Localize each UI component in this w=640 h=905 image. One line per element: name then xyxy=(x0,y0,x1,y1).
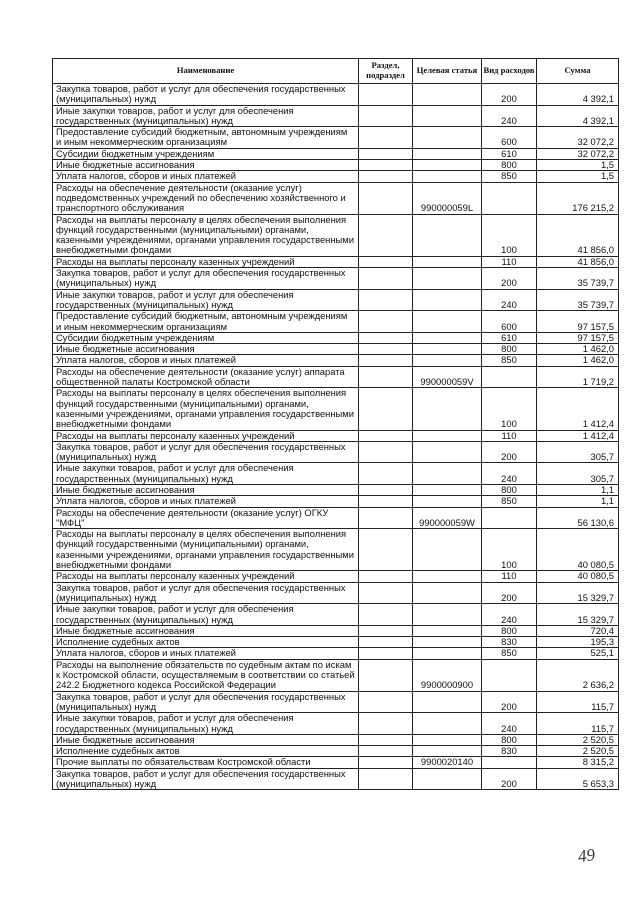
table-row xyxy=(53,746,619,757)
row-vid-cell: 850 xyxy=(482,171,537,182)
row-razdel-cell xyxy=(359,214,413,256)
row-razdel-cell xyxy=(359,344,413,355)
row-name-cell: Исполнение судебных актов xyxy=(53,746,359,757)
row-summa-cell: 2 520,5 xyxy=(537,734,619,745)
row-name-cell: Иные бюджетные ассигнования xyxy=(53,484,359,495)
row-vid-cell: 600 xyxy=(482,127,537,149)
row-name-cell: Иные закупки товаров, работ и услуг для обеспечения государственных (муниципальных) нужд xyxy=(53,713,359,735)
row-summa-cell: 56 130,6 xyxy=(537,507,619,529)
row-summa-cell: 40 080,5 xyxy=(537,529,619,571)
row-razdel-cell xyxy=(359,746,413,757)
row-name-cell: Расходы на обеспечение деятельности (оказание услуг) ОГКУ "МФЦ" xyxy=(53,507,359,529)
row-razdel-cell xyxy=(359,148,413,159)
table-row xyxy=(53,441,619,463)
row-celevaya-cell xyxy=(413,768,482,790)
table-row xyxy=(53,332,619,343)
row-name-cell: Иные бюджетные ассигнования xyxy=(53,160,359,171)
row-summa-cell: 35 739,7 xyxy=(537,289,619,311)
table-row xyxy=(53,637,619,648)
row-celevaya-cell xyxy=(413,746,482,757)
row-summa-cell: 195,3 xyxy=(537,637,619,648)
row-razdel-cell xyxy=(359,268,413,290)
row-summa-cell: 1 462,0 xyxy=(537,344,619,355)
row-summa-cell: 1,5 xyxy=(537,171,619,182)
table-row xyxy=(53,366,619,388)
row-vid-cell: 800 xyxy=(482,344,537,355)
row-razdel-cell xyxy=(359,757,413,768)
row-razdel-cell xyxy=(359,127,413,149)
table-row xyxy=(53,268,619,290)
row-summa-cell: 305,7 xyxy=(537,463,619,485)
row-summa-cell: 4 392,1 xyxy=(537,105,619,127)
row-razdel-cell xyxy=(359,484,413,495)
row-vid-cell: 240 xyxy=(482,713,537,735)
table-row xyxy=(53,355,619,366)
row-summa-cell: 4 392,1 xyxy=(537,84,619,106)
row-name-cell: Иные бюджетные ассигнования xyxy=(53,734,359,745)
table-row xyxy=(53,160,619,171)
row-razdel-cell xyxy=(359,355,413,366)
row-razdel-cell xyxy=(359,171,413,182)
row-razdel-cell xyxy=(359,332,413,343)
table-row xyxy=(53,659,619,691)
row-razdel-cell xyxy=(359,529,413,571)
row-celevaya-cell xyxy=(413,388,482,430)
table-row xyxy=(53,214,619,256)
page-number: 49 xyxy=(576,844,597,867)
row-vid-cell: 850 xyxy=(482,355,537,366)
row-name-cell: Иные закупки товаров, работ и услуг для обеспечения государственных (муниципальных) нужд xyxy=(53,604,359,626)
row-summa-cell: 35 739,7 xyxy=(537,268,619,290)
row-vid-cell xyxy=(482,659,537,691)
row-celevaya-cell: 9900000900 xyxy=(413,659,482,691)
row-name-cell: Расходы на выплаты персоналу казенных учреждений xyxy=(53,571,359,582)
row-celevaya-cell xyxy=(413,214,482,256)
row-summa-cell: 15 329,7 xyxy=(537,604,619,626)
row-razdel-cell xyxy=(359,713,413,735)
row-vid-cell: 610 xyxy=(482,332,537,343)
row-celevaya-cell xyxy=(413,332,482,343)
row-summa-cell: 97 157,5 xyxy=(537,311,619,333)
row-celevaya-cell xyxy=(413,344,482,355)
row-celevaya-cell xyxy=(413,289,482,311)
row-summa-cell: 32 072,2 xyxy=(537,148,619,159)
table-row xyxy=(53,388,619,430)
row-name-cell: Предоставление субсидий бюджетным, автономным учреждениям и иным некоммерческим организациям xyxy=(53,127,359,149)
row-summa-cell: 41 856,0 xyxy=(537,214,619,256)
row-celevaya-cell xyxy=(413,713,482,735)
row-razdel-cell xyxy=(359,289,413,311)
row-celevaya-cell xyxy=(413,463,482,485)
row-summa-cell: 305,7 xyxy=(537,441,619,463)
table-row xyxy=(53,311,619,333)
row-summa-cell: 176 215,2 xyxy=(537,182,619,214)
row-name-cell: Закупка товаров, работ и услуг для обеспечения государственных (муниципальных) нужд xyxy=(53,441,359,463)
table-row xyxy=(53,571,619,582)
row-name-cell: Исполнение судебных актов xyxy=(53,637,359,648)
row-celevaya-cell xyxy=(413,529,482,571)
row-razdel-cell xyxy=(359,768,413,790)
row-summa-cell: 1,5 xyxy=(537,160,619,171)
row-vid-cell: 110 xyxy=(482,571,537,582)
row-razdel-cell xyxy=(359,496,413,507)
row-razdel-cell xyxy=(359,84,413,106)
table-row xyxy=(53,757,619,768)
row-vid-cell: 110 xyxy=(482,430,537,441)
row-vid-cell: 100 xyxy=(482,529,537,571)
table-row xyxy=(53,691,619,713)
row-summa-cell: 40 080,5 xyxy=(537,571,619,582)
row-razdel-cell xyxy=(359,441,413,463)
table-row xyxy=(53,648,619,659)
row-summa-cell: 1 412,4 xyxy=(537,430,619,441)
row-name-cell: Расходы на выплаты персоналу в целях обеспечения выполнения функций государственными (муниципальными) органами, казенными учреждениями, органами управления государственными внебюджетными фондами xyxy=(53,529,359,571)
row-vid-cell xyxy=(482,757,537,768)
row-celevaya-cell xyxy=(413,648,482,659)
budget-document xyxy=(52,58,618,790)
table-row xyxy=(53,256,619,267)
row-razdel-cell xyxy=(359,648,413,659)
row-razdel-cell xyxy=(359,430,413,441)
row-vid-cell xyxy=(482,366,537,388)
row-summa-cell: 1,1 xyxy=(537,496,619,507)
row-name-cell: Субсидии бюджетным учреждениям xyxy=(53,148,359,159)
header-celevaya: Целевая статья xyxy=(413,59,482,84)
row-razdel-cell xyxy=(359,256,413,267)
row-summa-cell: 8 315,2 xyxy=(537,757,619,768)
row-name-cell: Закупка товаров, работ и услуг для обеспечения государственных (муниципальных) нужд xyxy=(53,268,359,290)
row-vid-cell: 200 xyxy=(482,582,537,604)
row-name-cell: Расходы на выплаты персоналу в целях обеспечения выполнения функций государственными (муниципальными) органами, казенными учреждениями, органами управления государственными внебюджетными фондами xyxy=(53,388,359,430)
row-vid-cell: 200 xyxy=(482,268,537,290)
row-name-cell: Уплата налогов, сборов и иных платежей xyxy=(53,355,359,366)
table-row xyxy=(53,105,619,127)
row-celevaya-cell xyxy=(413,160,482,171)
row-name-cell: Закупка товаров, работ и услуг для обеспечения государственных (муниципальных) нужд xyxy=(53,84,359,106)
row-vid-cell: 850 xyxy=(482,648,537,659)
row-celevaya-cell xyxy=(413,171,482,182)
row-celevaya-cell xyxy=(413,127,482,149)
row-name-cell: Расходы на выполнение обязательств по судебным актам по искам к Костромской области, осуществляемым в соответствии со статьей 242.2 Бюджетного кодекса Российской Федерации xyxy=(53,659,359,691)
row-razdel-cell xyxy=(359,691,413,713)
row-razdel-cell xyxy=(359,604,413,626)
row-razdel-cell xyxy=(359,388,413,430)
row-razdel-cell xyxy=(359,182,413,214)
row-vid-cell: 830 xyxy=(482,746,537,757)
table-row xyxy=(53,148,619,159)
row-vid-cell: 110 xyxy=(482,256,537,267)
row-name-cell: Расходы на обеспечение деятельности (оказание услуг) аппарата общественной палаты Костромской области xyxy=(53,366,359,388)
budget-table xyxy=(52,58,619,790)
row-celevaya-cell xyxy=(413,637,482,648)
row-razdel-cell xyxy=(359,625,413,636)
table-row xyxy=(53,529,619,571)
table-row xyxy=(53,734,619,745)
row-name-cell: Прочие выплаты по обязательствам Костромской области xyxy=(53,757,359,768)
row-summa-cell: 97 157,5 xyxy=(537,332,619,343)
row-name-cell: Закупка товаров, работ и услуг для обеспечения государственных (муниципальных) нужд xyxy=(53,582,359,604)
header-summa: Сумма xyxy=(537,59,619,84)
header-name: Наименование xyxy=(53,59,359,84)
row-summa-cell: 2 636,2 xyxy=(537,659,619,691)
table-row xyxy=(53,344,619,355)
row-name-cell: Уплата налогов, сборов и иных платежей xyxy=(53,496,359,507)
row-vid-cell: 240 xyxy=(482,105,537,127)
header-vid: Вид расходов xyxy=(482,59,537,84)
row-vid-cell: 240 xyxy=(482,604,537,626)
table-row xyxy=(53,604,619,626)
table-row xyxy=(53,289,619,311)
row-celevaya-cell: 9900020140 xyxy=(413,757,482,768)
row-name-cell: Уплата налогов, сборов и иных платежей xyxy=(53,648,359,659)
row-celevaya-cell xyxy=(413,268,482,290)
row-vid-cell: 610 xyxy=(482,148,537,159)
table-row xyxy=(53,484,619,495)
row-razdel-cell xyxy=(359,105,413,127)
row-razdel-cell xyxy=(359,463,413,485)
table-header-row xyxy=(53,59,619,84)
row-razdel-cell xyxy=(359,160,413,171)
row-summa-cell: 5 653,3 xyxy=(537,768,619,790)
row-razdel-cell xyxy=(359,366,413,388)
row-vid-cell: 100 xyxy=(482,214,537,256)
row-celevaya-cell xyxy=(413,484,482,495)
row-celevaya-cell xyxy=(413,496,482,507)
table-row xyxy=(53,463,619,485)
row-summa-cell: 32 072,2 xyxy=(537,127,619,149)
row-name-cell: Расходы на выплаты персоналу казенных учреждений xyxy=(53,430,359,441)
row-name-cell: Иные закупки товаров, работ и услуг для обеспечения государственных (муниципальных) нужд xyxy=(53,289,359,311)
row-summa-cell: 41 856,0 xyxy=(537,256,619,267)
row-celevaya-cell: 990000059V xyxy=(413,366,482,388)
row-celevaya-cell xyxy=(413,355,482,366)
table-row xyxy=(53,127,619,149)
row-name-cell: Расходы на обеспечение деятельности (оказание услуг) подведомственных учреждений по обеспечению хозяйственного и транспортного обслуживания xyxy=(53,182,359,214)
row-name-cell: Закупка товаров, работ и услуг для обеспечения государственных (муниципальных) нужд xyxy=(53,768,359,790)
row-name-cell: Иные бюджетные ассигнования xyxy=(53,625,359,636)
header-razdel: Раздел, подраздел xyxy=(359,59,413,84)
row-vid-cell: 240 xyxy=(482,463,537,485)
row-celevaya-cell xyxy=(413,105,482,127)
row-summa-cell: 2 520,5 xyxy=(537,746,619,757)
row-celevaya-cell xyxy=(413,571,482,582)
row-celevaya-cell: 990000059W xyxy=(413,507,482,529)
row-summa-cell: 115,7 xyxy=(537,713,619,735)
row-razdel-cell xyxy=(359,659,413,691)
row-vid-cell: 200 xyxy=(482,768,537,790)
row-name-cell: Уплата налогов, сборов и иных платежей xyxy=(53,171,359,182)
row-name-cell: Расходы на выплаты персоналу казенных учреждений xyxy=(53,256,359,267)
row-celevaya-cell: 990000059L xyxy=(413,182,482,214)
row-vid-cell: 600 xyxy=(482,311,537,333)
table-row xyxy=(53,84,619,106)
row-vid-cell: 100 xyxy=(482,388,537,430)
row-summa-cell: 15 329,7 xyxy=(537,582,619,604)
row-razdel-cell xyxy=(359,734,413,745)
row-celevaya-cell xyxy=(413,148,482,159)
row-vid-cell: 200 xyxy=(482,441,537,463)
row-vid-cell: 800 xyxy=(482,734,537,745)
table-row xyxy=(53,171,619,182)
row-vid-cell: 200 xyxy=(482,691,537,713)
row-vid-cell: 200 xyxy=(482,84,537,106)
row-vid-cell: 800 xyxy=(482,160,537,171)
row-razdel-cell xyxy=(359,637,413,648)
row-celevaya-cell xyxy=(413,441,482,463)
row-razdel-cell xyxy=(359,582,413,604)
table-row xyxy=(53,496,619,507)
table-row xyxy=(53,582,619,604)
row-celevaya-cell xyxy=(413,84,482,106)
table-row xyxy=(53,713,619,735)
row-celevaya-cell xyxy=(413,691,482,713)
row-vid-cell: 800 xyxy=(482,625,537,636)
row-razdel-cell xyxy=(359,311,413,333)
row-vid-cell: 240 xyxy=(482,289,537,311)
row-celevaya-cell xyxy=(413,604,482,626)
table-body xyxy=(53,84,619,790)
row-vid-cell xyxy=(482,182,537,214)
row-name-cell: Субсидии бюджетным учреждениям xyxy=(53,332,359,343)
row-name-cell: Закупка товаров, работ и услуг для обеспечения государственных (муниципальных) нужд xyxy=(53,691,359,713)
row-razdel-cell xyxy=(359,507,413,529)
row-razdel-cell xyxy=(359,571,413,582)
table-row xyxy=(53,625,619,636)
row-name-cell: Иные закупки товаров, работ и услуг для обеспечения государственных (муниципальных) нужд xyxy=(53,105,359,127)
row-summa-cell: 1 719,2 xyxy=(537,366,619,388)
row-summa-cell: 525,1 xyxy=(537,648,619,659)
row-vid-cell: 800 xyxy=(482,484,537,495)
row-vid-cell xyxy=(482,507,537,529)
table-row xyxy=(53,430,619,441)
row-name-cell: Расходы на выплаты персоналу в целях обеспечения выполнения функций государственными (муниципальными) органами, казенными учреждениями, органами управления государственными внебюджетными фондами xyxy=(53,214,359,256)
row-name-cell: Иные бюджетные ассигнования xyxy=(53,344,359,355)
row-celevaya-cell xyxy=(413,625,482,636)
row-summa-cell: 720,4 xyxy=(537,625,619,636)
row-summa-cell: 1,1 xyxy=(537,484,619,495)
row-celevaya-cell xyxy=(413,734,482,745)
row-summa-cell: 1 412,4 xyxy=(537,388,619,430)
row-name-cell: Предоставление субсидий бюджетным, автономным учреждениям и иным некоммерческим организациям xyxy=(53,311,359,333)
row-summa-cell: 1 462,0 xyxy=(537,355,619,366)
table-row xyxy=(53,182,619,214)
row-vid-cell: 830 xyxy=(482,637,537,648)
row-summa-cell: 115,7 xyxy=(537,691,619,713)
row-celevaya-cell xyxy=(413,256,482,267)
row-vid-cell: 850 xyxy=(482,496,537,507)
table-row xyxy=(53,507,619,529)
row-name-cell: Иные закупки товаров, работ и услуг для обеспечения государственных (муниципальных) нужд xyxy=(53,463,359,485)
row-celevaya-cell xyxy=(413,430,482,441)
row-celevaya-cell xyxy=(413,311,482,333)
row-celevaya-cell xyxy=(413,582,482,604)
table-row xyxy=(53,768,619,790)
